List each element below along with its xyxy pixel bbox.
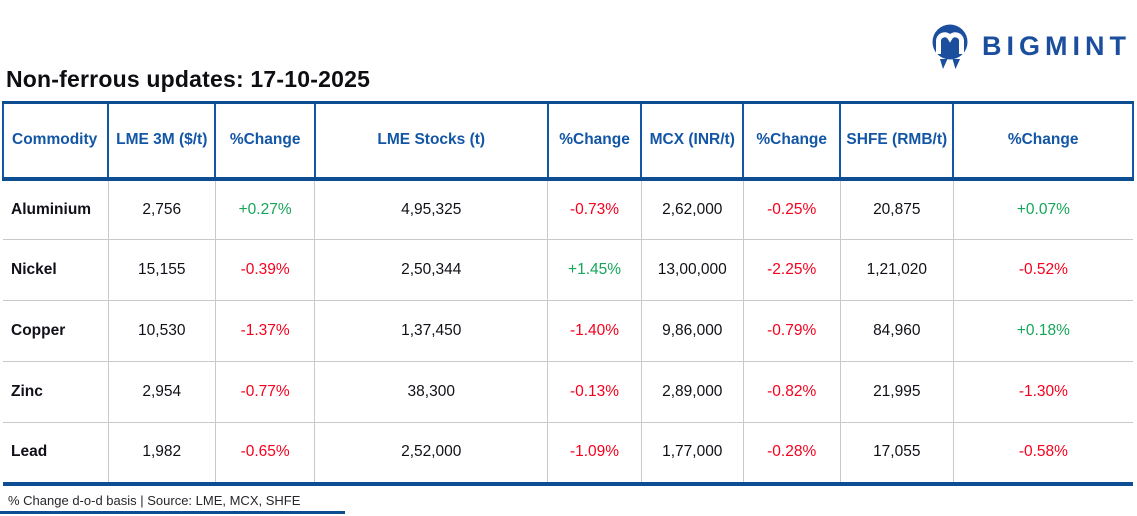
lme-3m-change-cell: -0.77%	[215, 362, 314, 423]
lme-stocks-change-cell: -1.09%	[548, 423, 642, 484]
lme-stocks-change-cell: -0.73%	[548, 179, 642, 240]
lme-3m-change-cell: -0.65%	[215, 423, 314, 484]
commodity-cell: Lead	[3, 423, 108, 484]
page-title: Non-ferrous updates: 17-10-2025	[6, 66, 371, 92]
column-header-mcx-change: %Change	[743, 103, 840, 179]
table-row	[3, 362, 1133, 423]
mcx-cell: 2,62,000	[641, 179, 743, 240]
bigmint-logo	[928, 22, 1131, 70]
table-row	[3, 301, 1133, 362]
lme-3m-cell: 2,954	[108, 362, 215, 423]
lme-stocks-change-cell: -0.13%	[548, 362, 642, 423]
commodity-cell: Zinc	[3, 362, 108, 423]
shfe-change-cell: -0.58%	[953, 423, 1133, 484]
mcx-cell: 13,00,000	[641, 240, 743, 301]
column-header-lme-3m: LME 3M ($/t)	[108, 103, 215, 179]
lme-stocks-cell: 2,50,344	[315, 240, 548, 301]
lme-3m-change-cell: +0.27%	[215, 179, 314, 240]
mcx-change-cell: -0.79%	[743, 301, 840, 362]
shfe-change-cell: -1.30%	[953, 362, 1133, 423]
commodities-table	[2, 101, 1134, 486]
lme-3m-change-cell: -1.37%	[215, 301, 314, 362]
mcx-change-cell: -0.82%	[743, 362, 840, 423]
mcx-change-cell: -0.28%	[743, 423, 840, 484]
mcx-cell: 1,77,000	[641, 423, 743, 484]
shfe-cell: 1,21,020	[840, 240, 953, 301]
footer-note: % Change d-o-d basis | Source: LME, MCX, SHFE	[8, 493, 301, 508]
commodity-cell: Copper	[3, 301, 108, 362]
bigmint-logo-icon	[928, 22, 972, 70]
column-header-lme-stocks-change: %Change	[548, 103, 642, 179]
column-header-lme-3m-change: %Change	[215, 103, 314, 179]
column-header-mcx: MCX (INR/t)	[641, 103, 743, 179]
lme-stocks-cell: 4,95,325	[315, 179, 548, 240]
mcx-cell: 9,86,000	[641, 301, 743, 362]
lme-3m-cell: 1,982	[108, 423, 215, 484]
shfe-change-cell: +0.18%	[953, 301, 1133, 362]
lme-stocks-cell: 2,52,000	[315, 423, 548, 484]
commodity-cell: Aluminium	[3, 179, 108, 240]
header-row	[3, 103, 1133, 179]
shfe-cell: 84,960	[840, 301, 953, 362]
mcx-cell: 2,89,000	[641, 362, 743, 423]
bigmint-wordmark: BIGMINT	[982, 30, 1131, 61]
lme-3m-change-cell: -0.39%	[215, 240, 314, 301]
lme-stocks-cell: 38,300	[315, 362, 548, 423]
lme-3m-cell: 15,155	[108, 240, 215, 301]
shfe-cell: 20,875	[840, 179, 953, 240]
shfe-cell: 21,995	[840, 362, 953, 423]
mcx-change-cell: -2.25%	[743, 240, 840, 301]
shfe-change-cell: -0.52%	[953, 240, 1133, 301]
column-header-lme-stocks: LME Stocks (t)	[315, 103, 548, 179]
lme-stocks-change-cell: -1.40%	[548, 301, 642, 362]
commodity-cell: Nickel	[3, 240, 108, 301]
shfe-cell: 17,055	[840, 423, 953, 484]
lme-3m-cell: 2,756	[108, 179, 215, 240]
shfe-change-cell: +0.07%	[953, 179, 1133, 240]
column-header-commodity: Commodity	[3, 103, 108, 179]
lme-stocks-change-cell: +1.45%	[548, 240, 642, 301]
column-header-shfe: SHFE (RMB/t)	[840, 103, 953, 179]
lme-stocks-cell: 1,37,450	[315, 301, 548, 362]
column-header-shfe-change: %Change	[953, 103, 1133, 179]
mcx-change-cell: -0.25%	[743, 179, 840, 240]
table-row	[3, 423, 1133, 484]
table-row	[3, 179, 1133, 240]
lme-3m-cell: 10,530	[108, 301, 215, 362]
table-row	[3, 240, 1133, 301]
bottom-accent-line	[0, 511, 345, 514]
